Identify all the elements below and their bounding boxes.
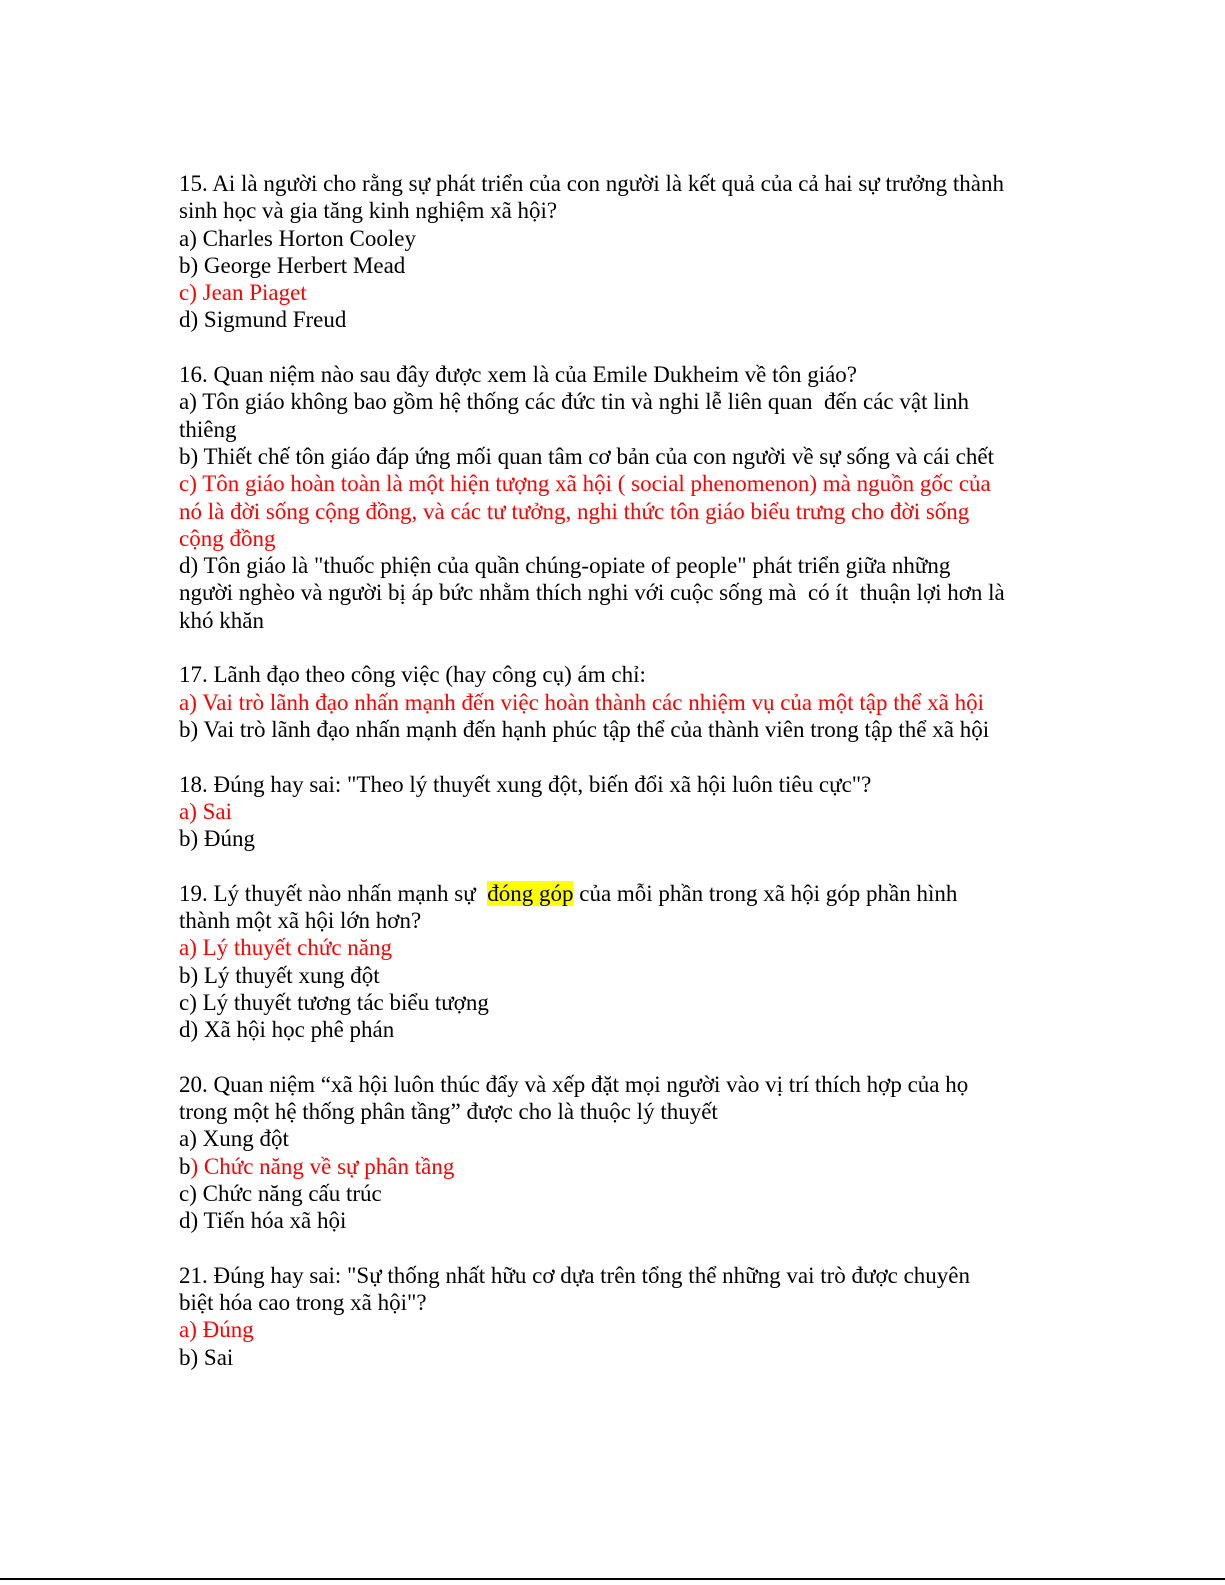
question-stem: 21. Đúng hay sai: "Sự thống nhất hữu cơ dựa trên tổng thể những vai trò được chuyên: [179, 1262, 971, 1288]
question-15: [179, 170, 1059, 334]
question-stem-text: của mỗi phần trong xã hội góp phần hình: [573, 880, 958, 906]
question-18: [179, 771, 1059, 853]
option-c-correct: cộng đồng: [179, 525, 276, 551]
highlighted-text: đóng góp: [487, 880, 574, 906]
question-stem: 17. Lãnh đạo theo công việc (hay công cụ) ám chỉ:: [179, 662, 646, 688]
option-a: a) Tôn giáo không bao gồm hệ thống các đức tin và nghi lễ liên quan đến các vật linh: [179, 389, 969, 415]
option-a: a) Charles Horton Cooley: [179, 225, 416, 251]
option-c: c) Lý thuyết tương tác biểu tượng: [179, 989, 489, 1015]
option-d: d) Tôn giáo là "thuốc phiện của quần chúng-opiate of people" phát triển giữa những: [179, 553, 951, 579]
option-a-correct: a) Sai: [179, 798, 233, 824]
option-c-correct: c) Jean Piaget: [179, 280, 307, 306]
quiz-page: [179, 170, 1059, 1398]
question-stem: thành một xã hội lớn hơn?: [179, 908, 422, 934]
option-d: khó khăn: [179, 607, 264, 633]
option-b: b) George Herbert Mead: [179, 252, 406, 278]
question-stem: 16. Quan niệm nào sau đây được xem là của Emile Dukheim về tôn giáo?: [179, 362, 858, 388]
option-c-correct: c) Tôn giáo hoàn toàn là một hiện tượng xã hội ( social phenomenon) mà nguồn gốc của: [179, 471, 991, 497]
question-19: [179, 880, 1059, 1044]
question-21: [179, 1262, 1059, 1371]
page-bottom-border: [0, 1578, 1225, 1580]
question-stem: 18. Đúng hay sai: "Theo lý thuyết xung đột, biến đổi xã hội luôn tiêu cực"?: [179, 771, 872, 797]
option-letter: b: [179, 1153, 191, 1179]
question-20: [179, 1071, 1059, 1235]
option-a: thiêng: [179, 416, 237, 442]
option-b: b) Đúng: [179, 826, 256, 852]
question-stem: 15. Ai là người cho rằng sự phát triển của con người là kết quả của cả hai sự trưởng thành: [179, 171, 1005, 196]
option-a-correct: a) Đúng: [179, 1317, 254, 1343]
option-d: người nghèo và người bị áp bức nhằm thích nghi với cuộc sống mà có ít thuận lợi hơn là: [179, 580, 1005, 606]
option-b: b) Sai: [179, 1344, 234, 1370]
question-stem: 20. Quan niệm “xã hội luôn thúc đẩy và xếp đặt mọi người vào vị trí thích hợp của họ: [179, 1071, 969, 1097]
question-stem: biệt hóa cao trong xã hội"?: [179, 1290, 427, 1316]
option-a: a) Xung đột: [179, 1126, 289, 1152]
option-c-correct: nó là đời sống cộng đồng, và các tư tưởng, nghi thức tôn giáo biểu trưng cho đời sống: [179, 498, 970, 524]
option-b-correct: [179, 1153, 1059, 1180]
question-stem: trong một hệ thống phân tầng” được cho là thuộc lý thuyết: [179, 1099, 718, 1125]
question-stem: [179, 880, 1059, 907]
option-a-correct: a) Vai trò lãnh đạo nhấn mạnh đến việc hoàn thành các nhiệm vụ của một tập thể xã hội: [179, 689, 984, 715]
option-b: b) Thiết chế tôn giáo đáp ứng mối quan tâm cơ bản của con người về sự sống và cái chết: [179, 443, 994, 469]
option-b: b) Lý thuyết xung đột: [179, 962, 380, 988]
question-stem-text: 19. Lý thuyết nào nhấn mạnh sự: [179, 880, 488, 906]
option-d: d) Tiến hóa xã hội: [179, 1208, 347, 1234]
option-c: c) Chức năng cấu trúc: [179, 1180, 382, 1206]
question-stem: sinh học và gia tăng kinh nghiệm xã hội?: [179, 198, 558, 224]
option-d: d) Sigmund Freud: [179, 307, 347, 333]
option-d: d) Xã hội học phê phán: [179, 1017, 395, 1043]
option-b: b) Vai trò lãnh đạo nhấn mạnh đến hạnh phúc tập thể của thành viên trong tập thể xã hội: [179, 716, 990, 742]
option-text-correct: ) Chức năng về sự phân tầng: [190, 1153, 455, 1179]
option-a-correct: a) Lý thuyết chức năng: [179, 935, 392, 961]
question-16: [179, 361, 1059, 634]
question-17: [179, 661, 1059, 743]
